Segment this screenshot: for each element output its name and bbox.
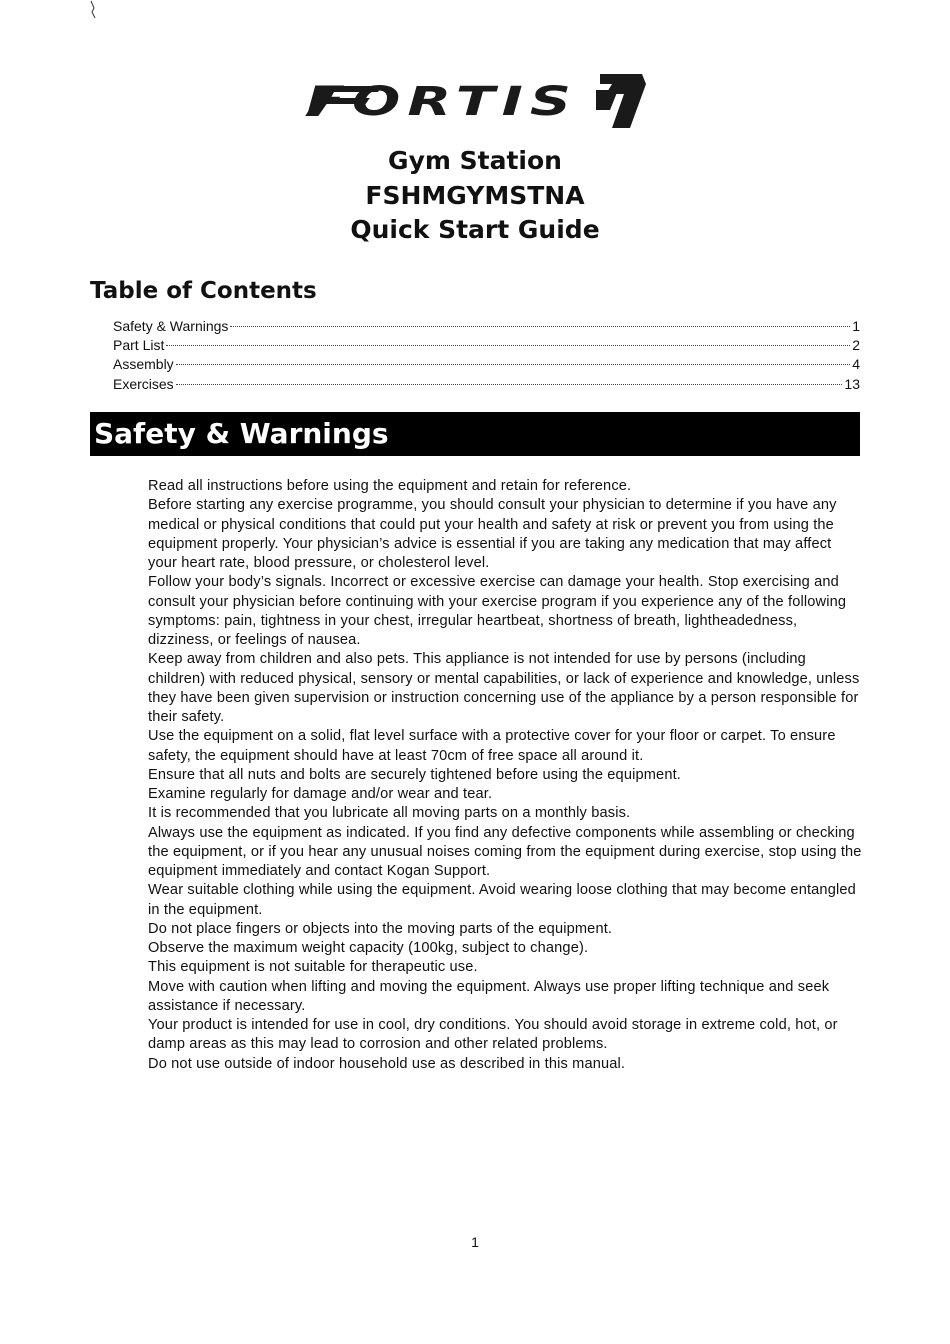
title-guide: Quick Start Guide [350,215,600,244]
warning-item: Use the equipment on a solid, flat level surface with a protective cover for your floor or carpet. To ensure safety, the equipment should have at least 70cm of free space all around it. [148,728,836,764]
toc-entry[interactable] [113,317,860,336]
section-heading: Safety & Warnings [94,417,389,450]
toc-leader [176,364,851,365]
warning-item: Follow your body’s signals. Incorrect or excessive exercise can damage your health. Stop exercising and consult your physician before continuing with your exercise program if you experience any of the following symptoms: pain, tightness in your chest, irregular heartbeat, shortness of breath, lightheadedness, dizziness, or feelings of nausea. [148,574,847,648]
toc-leader [166,345,850,346]
warning-item: Do not use outside of indoor household use as described in this manual. [148,1055,626,1072]
toc-entry-label: Part List [113,337,165,354]
safety-warnings-list [148,477,864,1074]
fortis-seven-mark [596,74,646,128]
warning-item: This equipment is not suitable for therapeutic use. [148,959,478,976]
toc-heading: Table of Contents [90,278,317,304]
warning-item: Wear suitable clothing while using the equipment. Avoid wearing loose clothing that may become entangled in the equipment. [148,882,856,918]
warning-item: Before starting any exercise programme, you should consult your physician to determine if you have any medical or physical conditions that could put your health and safety at risk or prevent you from using the equipment properly. Your physician’s advice is essential if you are taking any medication that may affect your heart rate, blood pressure, or cholesterol level. [148,497,837,571]
fortis-logo [300,70,650,132]
toc-entry-page: 4 [852,356,860,373]
warning-item: Ensure that all nuts and bolts are securely tightened before using the equipment. [148,766,681,783]
warning-item: Observe the maximum weight capacity (100kg, subject to change). [148,940,589,956]
toc-entry-page: 1 [852,318,860,334]
warning-item: Always use the equipment as indicated. If you find any defective components while assembling or checking the equipment, or if you hear any unusual noises coming from the equipment during exercise, stop using the equipment immediately and contact Kogan Support. [148,824,862,879]
toc-leader [176,384,843,385]
page-number: 1 [471,1234,479,1250]
title-product: Gym Station [388,146,562,175]
logo-wordmark: FORTIS [306,79,578,125]
warning-item: Read all instructions before using the equipment and retain for reference. [148,478,632,494]
document-title [0,144,950,248]
warning-item: Keep away from children and also pets. This appliance is not intended for use by persons (including children) with reduced physical, sensory or mental capabilities, or lack of experience and knowledge, unless they have been given supervision or instruction concerning use of the appliance by a person responsible for their safety. [148,651,860,725]
warning-item: Do not place fingers or objects into the moving parts of the equipment. [148,920,613,937]
warning-item: Move with caution when lifting and moving the equipment. Always use proper lifting technique and seek assistance if necessary. [148,978,830,1014]
toc-entry[interactable] [113,336,860,355]
toc-entry-label: Assembly [113,356,174,373]
toc-entry-page: 2 [852,337,860,354]
toc-entry-label: Exercises [113,375,174,392]
warning-item: It is recommended that you lubricate all moving parts on a monthly basis. [148,805,631,822]
title-model: FSHMGYMSTNA [365,180,585,210]
toc-entry[interactable] [113,375,860,394]
toc-leader [230,326,850,327]
section-header-bar [90,412,860,456]
warning-item: Examine regularly for damage and/or wear and tear. [148,786,493,802]
toc-entry[interactable] [113,355,860,374]
toc-entry-label: Safety & Warnings [113,318,229,334]
corner-mark [88,0,100,20]
table-of-contents [113,317,860,394]
warning-item: Your product is intended for use in cool, dry conditions. You should avoid storage in extreme cold, hot, or damp areas as this may lead to corrosion and other related problems. [148,1017,838,1053]
toc-entry-page: 13 [844,375,860,392]
